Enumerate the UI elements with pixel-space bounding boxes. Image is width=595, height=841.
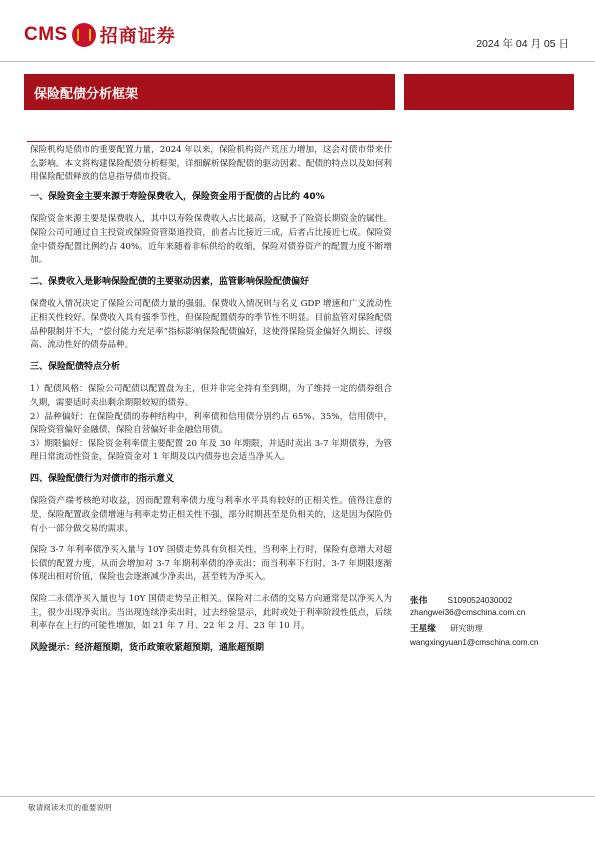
report-body bbox=[30, 144, 392, 655]
author-name: 张伟 bbox=[410, 596, 428, 606]
title-banner bbox=[24, 74, 395, 110]
author-name: 王星缘 bbox=[410, 624, 436, 634]
risk-warning: 风险提示：经济超预期，货币政策收紧超预期，通胀超预期 bbox=[30, 642, 265, 653]
section-2-paragraph: 保费收入情况决定了保险公司配债力量的强弱。保费收入情况则与名义 GDP 增速和广义流动性正相关性较好。保费收入具有强季节性，但保险配置债券的季节性不明显。目前监管对保险配债品种限制并不大，“偿付能力充足率”指标影响保险配债偏好，这使得保险资金偏好久期长、评级高、流动性好的债券品种。 bbox=[30, 299, 392, 351]
footer-divider bbox=[0, 796, 595, 797]
section-3-item-1: 1）配债风格：保险公司配债以配置盘为主，但并非完全持有至到期，为了维持一定的债券组合久期，需要适时卖出剩余期限较短的债券。 bbox=[30, 384, 392, 408]
side-banner bbox=[404, 74, 574, 110]
header-divider bbox=[0, 61, 595, 62]
section-3-item-2: 2）品种偏好：在保险配债的券种结构中，利率债和信用债分别约占 65%、35%，信用债中，保险资管偏好金融债，保险自营偏好非金融信用债。 bbox=[30, 411, 392, 436]
author-card-2 bbox=[410, 622, 483, 634]
section-4-paragraph-3: 保险二永债净买入量也与 10Y 国债走势呈正相关。保险对二永债的交易方向通常是以净买入为主，很少出现净卖出。当出现连续净卖出时，过去经验显示，此时或处于利率阶段性低点，后续利率存在上行的可能性增加，如 21 年 7 月、22 年 2 月、23 年 10 月。 bbox=[30, 594, 392, 632]
author-email-2[interactable]: wangxingyuan1@cmschina.com.cn bbox=[410, 638, 539, 647]
logo-chinese-text: 招商证券 bbox=[99, 26, 176, 47]
section-heading-2: 二、保费收入是影响保险配债的主要驱动因素，监管影响保险配债偏好 bbox=[30, 276, 310, 287]
logo-badge-icon bbox=[72, 23, 96, 47]
section-heading-3: 三、保险配债特点分析 bbox=[30, 361, 121, 372]
author-cert-number: S1090524030002 bbox=[447, 596, 513, 605]
section-heading-4: 四、保险配债行为对债市的指示意义 bbox=[30, 473, 175, 484]
section-4-paragraph-1: 保险资产端考核绝对收益，因而配置利率债力度与利率水平具有较好的正相关性。值得注意的是，保险配置政金债增速与利率走势正相关性不强，部分时期甚至是负相关的，这是因为保险仍有小一部分做交易的需求。 bbox=[30, 496, 392, 534]
section-4-paragraph-2: 保险 3-7 年利率债净买入量与 10Y 国债走势具有负相关性，当利率上行时，保险有意增大对超长债的配置力度，从而会增加对 3-7 年期利率债的净卖出；而当利率下行时，3-7 年期限逐渐体现出相对价值，保险也会逐渐减少净卖出，甚至转为净买入。 bbox=[30, 545, 392, 583]
logo-cms-text: CMS bbox=[24, 24, 68, 45]
author-card-1 bbox=[410, 594, 512, 606]
section-1-paragraph: 保险资金来源主要是保费收入，其中以寿险保费收入占比最高，这赋予了险资长期资金的属性。保险公司可通过自主投资或保险资管渠道投资，前者占比接近三成，后者占比接近七成。保险资金中债券配置比例约占 40%。近年来随着非标供给的收缩，保险对债券资产的配置力度不断增加。 bbox=[30, 214, 392, 266]
company-logo bbox=[24, 22, 176, 48]
author-title: 研究助理 bbox=[450, 623, 483, 633]
body-divider bbox=[27, 141, 392, 142]
section-3-item-3: 3）期限偏好：保险资金利率债主要配置 20 年及 30 年期限，并适时卖出 3-7 年期债券，为管理日常流动性资金，保险资金对 1 年期及以内债券也会适当净买入。 bbox=[30, 438, 392, 463]
author-email-1[interactable]: zhangwei36@cmschina.com.cn bbox=[410, 608, 526, 617]
intro-paragraph: 保险机构是债市的重要配置力量，2024 年以来，保险机构资产荒压力增加，这会对债市带来什么影响。本文将构建保险配债分析框架，详细解析保险配债的驱动因素、配债的特点以及如何利用保险配债释放的信息指导债市投资。 bbox=[30, 145, 392, 183]
footer-disclaimer: 敬请阅读末页的重要说明 bbox=[28, 803, 112, 812]
report-title: 保险配债分析框架 bbox=[34, 87, 139, 102]
section-heading-1: 一、保险资金主要来源于寿险保费收入，保险资金用于配债的占比约 40% bbox=[30, 191, 325, 202]
report-date: 2024 年 04 月 05 日 bbox=[476, 38, 569, 50]
